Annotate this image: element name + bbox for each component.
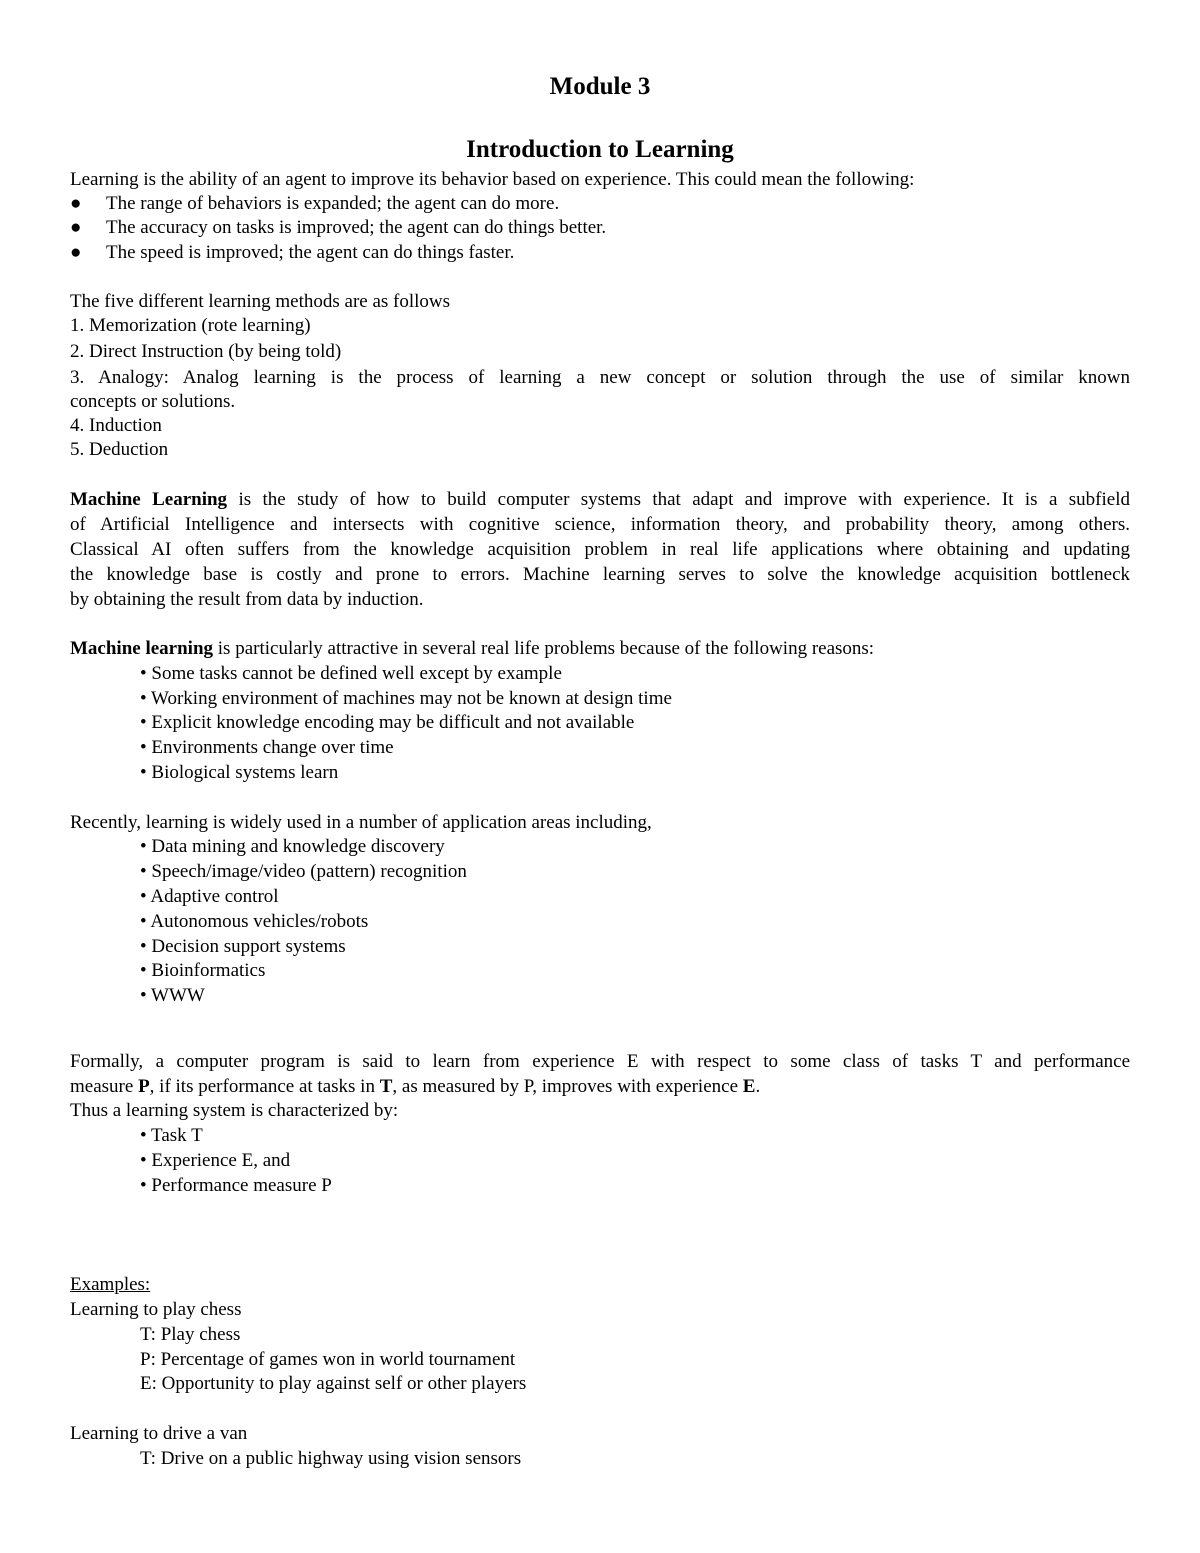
intro-lead: Learning is the ability of an agent to improve its behavior based on experience. This could mean the following: xyxy=(70,169,915,190)
reason-item: • Biological systems learn xyxy=(140,762,339,783)
bullet-icon: ● xyxy=(70,193,82,214)
application-item: • Speech/image/video (pattern) recognition xyxy=(140,861,467,882)
reason-item: • Explicit knowledge encoding may be difficult and not available xyxy=(140,712,635,733)
characteristic-item: • Experience E, and xyxy=(140,1150,291,1171)
ml-definition-line: the knowledge base is costly and prone to errors. Machine learning serves to solve the knowledge acquisition bottleneck xyxy=(70,564,1130,585)
application-item: • Data mining and knowledge discovery xyxy=(140,836,445,857)
application-item: • Autonomous vehicles/robots xyxy=(140,911,369,932)
methods-lead: The five different learning methods are as follows xyxy=(70,291,451,312)
method-item: 4. Induction xyxy=(70,415,162,436)
method-item: 2. Direct Instruction (by being told) xyxy=(70,341,342,362)
applications-lead: Recently, learning is widely used in a number of application areas including, xyxy=(70,812,652,833)
ml-definition-line: Classical AI often suffers from the knowledge acquisition problem in real life applications where obtaining and updating xyxy=(70,539,1130,560)
module-heading: Module 3 xyxy=(549,73,651,100)
example-task: T: Drive on a public highway using vision sensors xyxy=(140,1448,522,1469)
application-item: • Decision support systems xyxy=(140,936,346,957)
ml-reasons-lead: Machine learning is particularly attractive in several real life problems because of the following reasons: xyxy=(70,638,875,659)
example-experience: E: Opportunity to play against self or other players xyxy=(140,1373,527,1394)
reason-item: • Working environment of machines may not be known at design time xyxy=(140,688,672,709)
application-item: • WWW xyxy=(140,985,205,1006)
ml-definition-line: Machine Learning is the study of how to build computer systems that adapt and improve with experience. It is a subfield xyxy=(70,489,1130,510)
ml-term: Machine Learning xyxy=(70,489,228,510)
characteristic-item: • Performance measure P xyxy=(140,1175,332,1196)
method-item: 1. Memorization (rote learning) xyxy=(70,315,311,336)
ml-definition-line: of Artificial Intelligence and intersects with cognitive science, information theory, and probability theory, among others. xyxy=(70,514,1130,535)
characteristic-item: • Task T xyxy=(140,1125,203,1146)
ml-definition-line: by obtaining the result from data by induction. xyxy=(70,589,424,610)
formal-characterized-lead: Thus a learning system is characterized by: xyxy=(70,1100,399,1121)
page-title: Introduction to Learning xyxy=(466,136,734,163)
method-item: concepts or solutions. xyxy=(70,391,236,412)
ml-term: Machine learning xyxy=(70,638,214,659)
application-item: • Bioinformatics xyxy=(140,960,266,981)
examples-heading: Examples: xyxy=(70,1274,151,1295)
bullet-icon: ● xyxy=(70,217,82,238)
method-item: 5. Deduction xyxy=(70,439,169,460)
reason-item: • Environments change over time xyxy=(140,737,394,758)
example-performance: P: Percentage of games won in world tournament xyxy=(140,1349,516,1370)
formal-definition-line: measure P, if its performance at tasks in T, as measured by P, improves with experience E. xyxy=(70,1076,761,1097)
example-title: Learning to drive a van xyxy=(70,1423,248,1444)
bullet-icon: ● xyxy=(70,242,82,263)
reason-item: • Some tasks cannot be defined well except by example xyxy=(140,663,562,684)
example-title: Learning to play chess xyxy=(70,1299,242,1320)
formal-definition-line: Formally, a computer program is said to learn from experience E with respect to some class of tasks T and performance xyxy=(70,1051,1130,1072)
example-task: T: Play chess xyxy=(140,1324,241,1345)
method-item: 3. Analogy: Analog learning is the process of learning a new concept or solution through the use of similar known xyxy=(70,367,1130,388)
application-item: • Adaptive control xyxy=(140,886,279,907)
